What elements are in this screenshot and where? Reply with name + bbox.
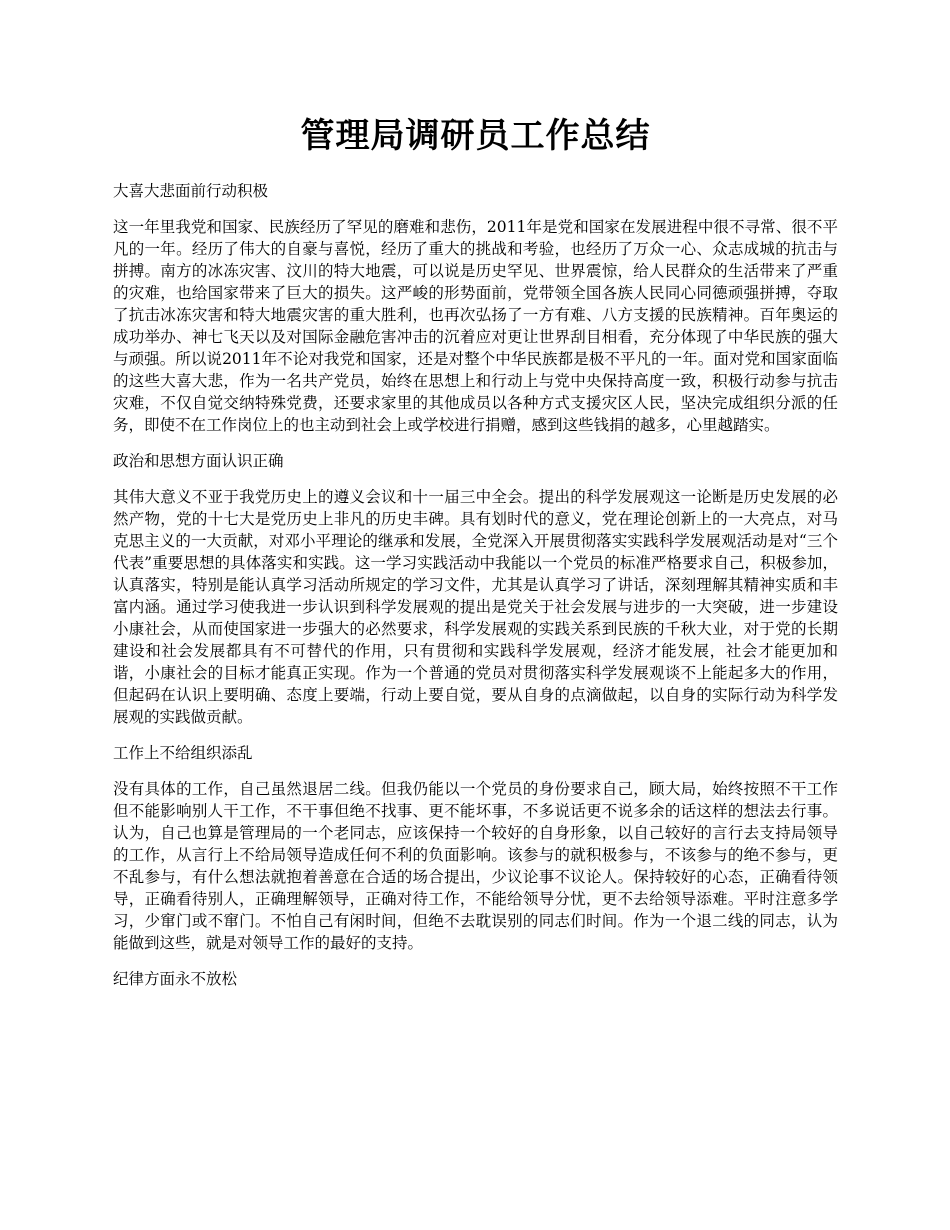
section-heading: 大喜大悲面前行动积极 bbox=[113, 182, 269, 200]
document-title: 管理局调研员工作总结 bbox=[300, 116, 651, 156]
section-body: 其伟大意义不亚于我党历史上的遵义会议和十一届三中全会。提出的科学发展观这一论断是历史发展的必然产物，党的十七大是党历史上非凡的历史丰碑。具有划时代的意义，党在理论创新上的一大亮点，对马克思主义的一大贡献，对邓小平理论的继承和发展，全党深入开展贯彻落实实践科学发展观活动是对“三个代表”重要思想的具体落实和实践。这一学习实践活动中我能以一个党员的标准严格要求自己，积极参加，认真落实，特别是能认真学习活动所规定的学习文件，尤其是认真学习了讲话，深刻理解其精神实质和丰富内涵。通过学习使我进一步认识到科学发展观的提出是党关于社会发展与进步的一大突破，进一步建设小康社会，从而使国家进一步强大的必然要求，科学发展观的实践关系到民族的千秋大业，对于党的长期建设和社会发展都具有不可替代的作用，只有贯彻和实践科学发展观，经济才能发展，社会才能更加和谐，小康社会的目标才能真正实现。作为一个普通的党员对贯彻落实科学发展观谈不上能起多大的作用，但起码在认识上要明确、态度上要端，行动上要自觉，要从自身的点滴做起，以自身的实际行动为科学发展观的实践做贡献。 bbox=[113, 488, 838, 726]
section bbox=[113, 450, 838, 728]
section-heading: 工作上不给组织添乱 bbox=[113, 744, 253, 762]
section-body: 这一年里我党和国家、民族经历了罕见的磨难和悲伤，2011年是党和国家在发展进程中很不寻常、很不平凡的一年。经历了伟大的自豪与喜悦，经历了重大的挑战和考验，也经历了万众一心、众志成城的抗击与拼搏。南方的冰冻灾害、汶川的特大地震，可以说是历史罕见、世界震惊，给人民群众的生活带来了严重的灾难，也给国家带来了巨大的损失。这严峻的形势面前，党带领全国各族人民同心同德顽强拼搏，夺取了抗击冰冻灾害和特大地震灾害的重大胜利，也再次弘扬了一方有难、八方支援的民族精神。百年奥运的成功举办、神七飞天以及对国际金融危害冲击的沉着应对更让世界刮目相看，充分体现了中华民族的强大与顽强。所以说2011年不论对我党和国家，还是对整个中华民族都是极不平凡的一年。面对党和国家面临的这些大喜大悲，作为一名共产党员，始终在思想上和行动上与党中央保持高度一致，积极行动参与抗击灾难，不仅自觉交纳特殊党费，还要求家里的其他成员以各种方式支援灾区人民，坚决完成组织分派的任务，即使不在工作岗位上的也主动到社会上或学校进行捐赠，感到这些钱捐的越多，心里越踏实。 bbox=[113, 218, 838, 434]
section bbox=[113, 180, 838, 436]
section bbox=[113, 968, 838, 990]
section-heading: 政治和思想方面认识正确 bbox=[113, 452, 284, 470]
section-body: 没有具体的工作，自己虽然退居二线。但我仍能以一个党员的身份要求自己，顾大局，始终按照不干工作但不能影响别人干工作，不干事但绝不找事、更不能坏事，不多说话更不说多余的话这样的想法去行事。认为，自己也算是管理局的一个老同志，应该保持一个较好的自身形象，以自己较好的言行去支持局领导的工作，从言行上不给局领导造成任何不利的负面影响。该参与的就积极参与，不该参与的绝不参与，更不乱参与，有什么想法就抱着善意在合适的场合提出，少议论事不议论人。保持较好的心态，正确看待领导，正确看待别人，正确理解领导，正确对待工作，不能给领导分忧，更不去给领导添难。平时注意多学习，少窜门或不窜门。不怕自己有闲时间，但绝不去耽误别的同志们时间。作为一个退二线的同志，认为能做到这些，就是对领导工作的最好的支持。 bbox=[113, 780, 838, 952]
section bbox=[113, 742, 838, 954]
section-heading: 纪律方面永不放松 bbox=[113, 970, 238, 988]
